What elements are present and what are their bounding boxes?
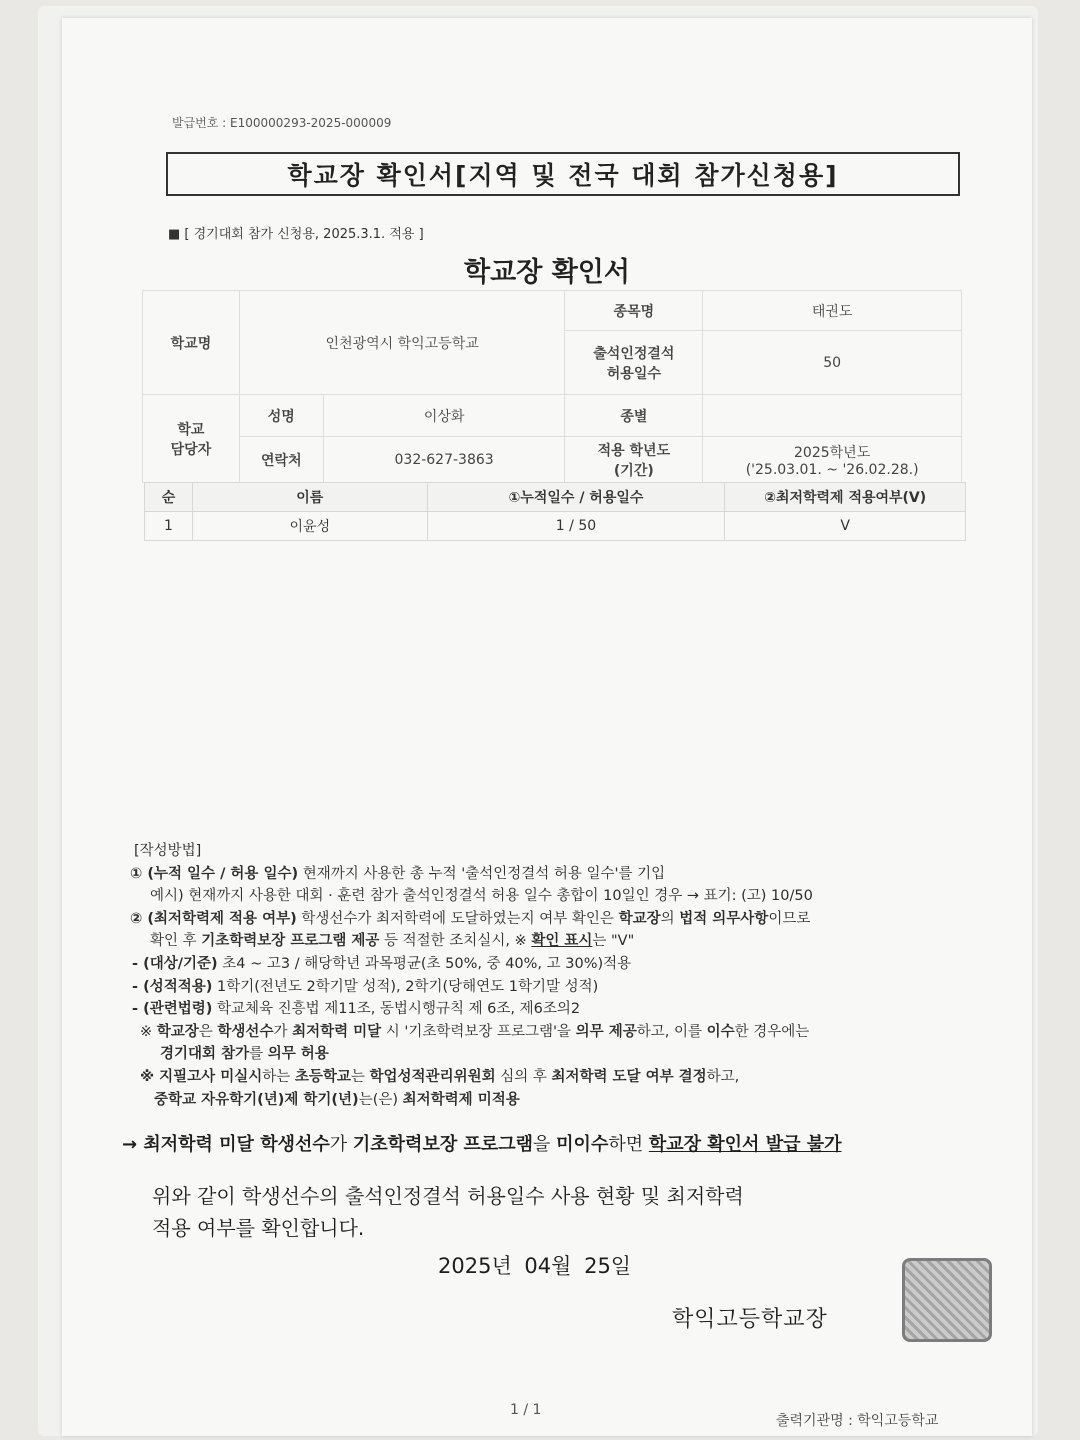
method-line-1: ① (누적 일수 / 허용 일수) 현재까지 사용한 총 누적 '출석인정결석 허용 일수'를 기입 [130, 865, 666, 882]
manager-label: 학교 담당자 [143, 395, 240, 483]
confirmation-text: 위와 같이 학생선수의 출석인정결석 허용일수 사용 현황 및 최저학력 적용 여부를 확인합니다. [152, 1184, 744, 1240]
issue-number: 발급번호 : E100000293-2025-000009 [172, 116, 392, 130]
cell-min-academic: V [725, 512, 966, 541]
section-title: 학교장 확인서 [464, 257, 630, 288]
official-seal [902, 1258, 992, 1342]
school-label: 학교명 [143, 291, 240, 395]
method-line-4: 확인 후 기초학력보장 프로그램 제공 등 적절한 조치실시, ※ 확인 표시는 "V" [150, 933, 635, 950]
cell-days: 1 / 50 [427, 512, 725, 541]
sport-label: 종목명 [565, 291, 703, 331]
school-value: 인천광역시 학익고등학교 [239, 291, 565, 395]
method-line-9: 경기대회 참가를 의무 허용 [160, 1046, 329, 1063]
issuing-agency: 출력기관명 : 학익고등학교 [776, 1413, 939, 1429]
info-table [142, 290, 962, 483]
method-line-6: - (성적적용) 1학기(전년도 2학기말 성적), 2학기(당해연도 1학기말 성적) [132, 978, 599, 995]
name-value: 이상화 [323, 395, 565, 437]
contact-value: 032-627-3863 [323, 437, 565, 483]
document-title: 학교장 확인서[지역 및 전국 대회 참가신청용] [166, 152, 960, 196]
sport-value: 태권도 [703, 291, 962, 331]
document-page [62, 18, 1032, 1436]
cell-no: 1 [145, 512, 193, 541]
type-label: 종별 [565, 395, 703, 437]
allowed-days-value: 50 [703, 331, 962, 395]
usage-note: ■ [ 경기대회 참가 신청용, 2025.3.1. 적용 ] [168, 227, 424, 242]
header-min-academic: ②최저학력제 적용여부(V) [725, 483, 966, 512]
contact-label: 연락처 [239, 437, 323, 483]
year-label: 적용 학년도 (기간) [565, 437, 703, 483]
page-number: 1 / 1 [510, 1402, 542, 1418]
issue-date: 2025년 04월 25일 [438, 1254, 632, 1278]
method-line-3: ② (최저학력제 적용 여부) 학생선수가 최저학력에 도달하였는지 여부 확인은 학교장의 법적 의무사항이므로 [130, 910, 811, 927]
cell-name: 이윤성 [192, 512, 427, 541]
table-row [145, 512, 966, 541]
warning-line: → 최저학력 미달 학생선수가 기초학력보장 프로그램을 미이수하면 학교장 확인서 발급 불가 [122, 1134, 842, 1155]
method-line-11: 중학교 자유학기(년)제 학기(년)는(은) 최저학력제 미적용 [154, 1091, 520, 1108]
method-heading: [작성방법] [134, 843, 202, 859]
name-label: 성명 [239, 395, 323, 437]
method-line-5: - (대상/기준) 초4 ~ 고3 / 해당학년 과목평균(초 50%, 중 40%, 고 30%)적용 [132, 955, 632, 972]
writing-instructions [130, 840, 813, 1111]
header-name: 이름 [192, 483, 427, 512]
header-days: ①누적일수 / 허용일수 [427, 483, 725, 512]
method-line-8: ※ 학교장은 학생선수가 최저학력 미달 시 '기초학력보장 프로그램'을 의무 제공하고, 이를 이수한 경우에는 [140, 1023, 810, 1040]
principal-name: 학익고등학교장 [672, 1307, 828, 1332]
year-value: 2025학년도 ('25.03.01. ~ '26.02.28.) [703, 437, 962, 483]
method-line-2: 예시) 현재까지 사용한 대회 · 훈련 참가 출석인정결석 허용 일수 총합이 10일인 경우 → 표기: (고) 10/50 [150, 888, 813, 905]
method-line-7: - (관련법령) 학교체육 진흥법 제11조, 동법시행규칙 제 6조, 제6조의2 [132, 1001, 581, 1018]
header-no: 순 [145, 483, 193, 512]
method-line-10: ※ 지필고사 미실시하는 초등학교는 학업성적관리위원회 심의 후 최저학력 도달 여부 결정하고, [140, 1068, 740, 1085]
type-value [703, 395, 962, 437]
student-table [144, 482, 966, 541]
allowed-days-label: 출석인정결석 허용일수 [565, 331, 703, 395]
table-header-row [145, 483, 966, 512]
